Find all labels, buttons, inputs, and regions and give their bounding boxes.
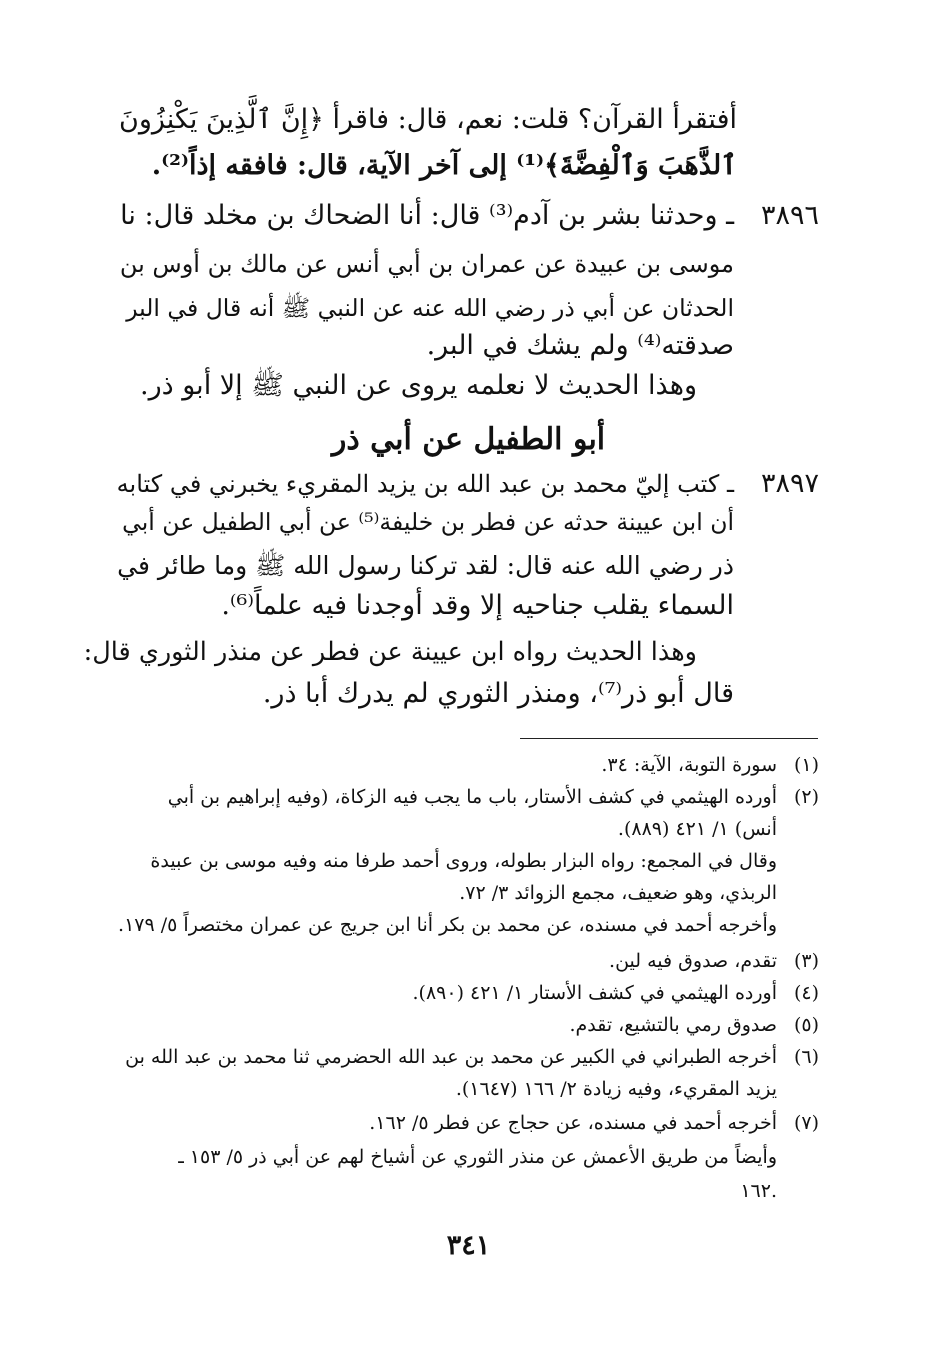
- footnote-text: سورة التوبة، الآية: ٣٤.: [601, 754, 777, 776]
- footnote-number: (٢): [793, 786, 819, 808]
- footnote-text: أخرجه الطبراني في الكبير عن محمد بن عبد الله الحضرمي ثنا محمد بن عبد الله بن: [125, 1046, 777, 1068]
- footnote-number: (٥): [793, 1014, 819, 1036]
- footnote-text: وأخرجه أحمد في مسنده، عن محمد بن بكر أنا ابن جريج عن عمران مختصراً ٥/ ١٧٩.: [118, 914, 777, 936]
- section-heading: أبو الطفيل عن أبي ذر: [331, 422, 606, 457]
- hadith-number: ٣٨٩٦: [760, 200, 819, 231]
- text-line: الحدثان عن أبي ذر رضي الله عنه عن النبي ﷺ أنه قال في البر: [126, 294, 734, 322]
- footnote-number: (٣): [793, 950, 819, 972]
- footnote-text: صدوق رمي بالتشيع، تقدم.: [569, 1014, 777, 1036]
- footnote-text: أورده الهيثمي في كشف الأستار ١/ ٤٢١ (٨٩٠).: [412, 982, 777, 1004]
- note-line: قال أبو ذر⁽⁷⁾، ومنذر الثوري لم يدرك أبا ذر.: [262, 678, 734, 709]
- hadith-number: ٣٨٩٧: [760, 468, 819, 499]
- page-number: ٣٤١: [446, 1230, 491, 1261]
- footnote-text: أخرجه أحمد في مسنده، عن حجاج عن فطر ٥/ ١٦٢.: [369, 1112, 777, 1134]
- footnote-text: ١٦٢.: [740, 1180, 777, 1202]
- footnote-number: (١): [793, 754, 819, 776]
- text-line: السماء يقلب جناحيه إلا وقد أوجدنا فيه علماً⁽⁶⁾.: [221, 590, 734, 621]
- text-line: ـ وحدثنا بشر بن آدم⁽³⁾ قال: أنا الضحاك بن مخلد قال: نا: [120, 200, 734, 231]
- footnote-text: تقدم، صدوق فيه لين.: [609, 950, 777, 972]
- text-line: صدقته⁽⁴⁾ ولم يشك في البر.: [426, 330, 734, 361]
- footnote-text: أنس) ١/ ٤٢١ (٨٨٩).: [617, 818, 777, 840]
- footnote-number: (٧): [793, 1112, 819, 1134]
- text-line: ذر رضي الله عنه قال: لقد تركنا رسول الله ﷺ وما طائر في: [117, 551, 734, 580]
- text-line: أفتقرأ القرآن؟ قلت: نعم، قال: فاقرأ ﴿إِنَّ ٱلَّذِينَ يَكْنِزُونَ: [119, 104, 737, 135]
- text-line: ٱلذَّهَبَ وَٱلْفِضَّةَ﴾⁽¹⁾ إلى آخر الآية، قال: فافقه إذاً⁽²⁾.: [151, 150, 737, 181]
- text-line: موسى بن عبيدة عن عمران بن أبي أنس عن مالك بن أوس بن: [119, 250, 734, 278]
- footnote-separator: [520, 738, 818, 739]
- footnote-text: وأيضاً من طريق الأعمش عن منذر الثوري عن أشياخ لهم عن أبي ذر ٥/ ١٥٣ ـ: [178, 1146, 777, 1168]
- text-line: ـ كتب إليّ محمد بن عبد الله بن يزيد المقريء يخبرني في كتابه: [116, 470, 734, 498]
- text-line: أن ابن عيينة حدثه عن فطر بن خليفة⁽⁵⁾ عن أبي الطفيل عن أبي: [122, 508, 734, 536]
- footnote-number: (٤): [793, 982, 819, 1004]
- footnote-text: أورده الهيثمي في كشف الأستار، باب ما يجب فيه الزكاة، (وفيه إبراهيم بن أبي: [167, 786, 777, 808]
- note-line: وهذا الحديث لا نعلمه يروى عن النبي ﷺ إلا أبو ذر.: [140, 370, 697, 401]
- footnote-text: الربذي، وهو ضعيف، مجمع الزوائد ٣/ ٧٢.: [459, 882, 777, 904]
- note-line: وهذا الحديث رواه ابن عيينة عن فطر عن منذر الثوري قال:: [83, 637, 697, 667]
- footnote-text: وقال في المجمع: رواه البزار بطوله، وروى أحمد طرفا منه وفيه موسى بن عبيدة: [150, 850, 777, 872]
- footnote-text: يزيد المقريء، وفيه زيادة ٢/ ١٦٦ (١٦٤٧).: [455, 1078, 777, 1100]
- footnote-number: (٦): [793, 1046, 819, 1068]
